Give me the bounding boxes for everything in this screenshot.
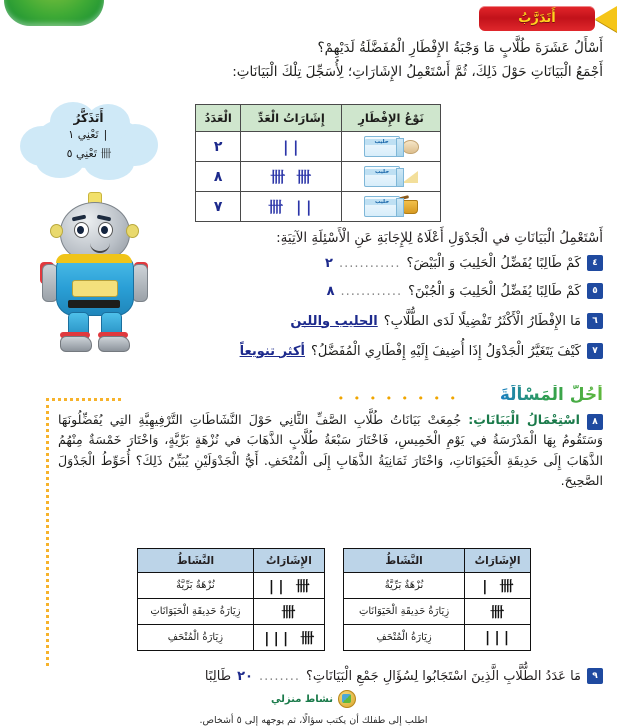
practice-banner-label: أَتَدَرَّبُ	[518, 11, 556, 26]
cell-tally: ||	[241, 132, 342, 162]
robot-ear-left	[50, 224, 63, 238]
cell-breakfast-icon	[342, 132, 441, 162]
cloud-line-1	[16, 128, 161, 141]
intro-line-1: أَسْأَلُ عَشَرَةَ طُلَّابٍ مَا وَجْبَةُ الإِفْطَارِ الْمُفَضَّلَةُ لَدَيْهِمْ؟	[317, 40, 603, 56]
problem-lead-label: اسْتِعْمَالُ الْبَيَانَاتِ:	[468, 412, 580, 427]
activity-table-left[interactable]	[137, 548, 325, 651]
arrow-left-icon	[595, 6, 617, 32]
question-item-4	[325, 255, 603, 271]
question-answer[interactable]: ٢٠	[237, 668, 253, 684]
robot-collar	[56, 254, 132, 263]
table-row	[344, 625, 531, 651]
honey-jar-icon	[402, 200, 418, 214]
question-item-9	[205, 668, 603, 684]
col-header-tally: الإِشَارَاتُ	[253, 549, 324, 573]
table-header-row	[196, 105, 441, 132]
use-data-instruction: أَسْتَعْمِلُ الْبَيَانَاتِ في الْجَدْوَلِ أَعْلَاهُ لِلإِجَابَةِ عَنِ الْأَسْئِلَةِ الآتِيَةِ:	[276, 230, 603, 246]
section-tab-badge	[4, 0, 104, 26]
table-row	[138, 573, 325, 599]
intro-line-2: أَجْمَعُ الْبَيَانَاتِ حَوْلَ ذَلِكَ، ثُمَّ أَسْتَعْمِلُ الإِشَارَاتِ؛ لِأُسَجِّلَ تِلْكَ الْبَيَانَاتِ:	[232, 64, 603, 80]
home-activity-text: اطلب إلى طفلك أن يكتب سؤالًا، ثم يوجهه إلى ٥ أشخاص.	[199, 715, 428, 726]
cell-tally: 卌 |	[465, 573, 531, 599]
milk-label: حليب	[365, 139, 399, 145]
table-header-row	[138, 549, 325, 573]
cell-breakfast-icon	[342, 192, 441, 222]
cheese-icon	[402, 171, 418, 183]
milk-carton-icon	[364, 196, 400, 217]
question-number-badge: ٨	[587, 414, 603, 430]
question-number-badge: ٩	[587, 668, 603, 684]
section-title-solve-problem: أَحُلُّ الْمَسْأَلَةَ	[499, 385, 603, 405]
table-header-row	[344, 549, 531, 573]
cell-activity: زِيَارَةُ حَدِيقَةِ الْحَيَوَانَاتِ	[344, 599, 465, 625]
robot-foot-left	[60, 336, 92, 352]
table-row	[196, 192, 441, 222]
cell-tally: 卌 |||	[253, 625, 324, 651]
milk-carton-icon	[364, 136, 400, 157]
robot-ear-right	[126, 224, 139, 238]
answer-dots: ............	[340, 283, 403, 299]
home-activity-header	[271, 690, 356, 708]
cell-tally: |||	[465, 625, 531, 651]
question-answer[interactable]: الحليب واللبن	[290, 313, 378, 329]
cloud-tally-five: 卌	[100, 147, 111, 160]
robot-pupil-left	[77, 226, 84, 234]
cell-count: ٧	[196, 192, 241, 222]
home-activity-footer	[0, 690, 627, 726]
egg-icon	[402, 140, 419, 154]
question-answer[interactable]: ٢	[325, 255, 333, 271]
robot-head	[60, 202, 130, 262]
question-item-6	[290, 313, 603, 329]
practice-banner	[479, 6, 615, 31]
table-row	[138, 599, 325, 625]
milk-label: حليب	[365, 169, 399, 175]
question-number-badge: ٦	[587, 313, 603, 329]
cloud-title: أَتَذَكَّرُ	[73, 111, 104, 125]
cloud-tally-one: |	[102, 128, 109, 141]
cell-activity: زِيَارَةُ الْمُتْحَفِ	[344, 625, 465, 651]
question-number-badge: ٧	[587, 343, 603, 359]
problem-8-paragraph	[58, 410, 603, 492]
question-text: مَا عَدَدُ الطُّلَّابِ الَّذِينَ اسْتَجَابُوا لِسُؤَالِ جَمْعِ الْبَيَانَاتِ؟	[306, 668, 581, 684]
cell-count: ٢	[196, 132, 241, 162]
section-title-dots: • • • • • • • •	[337, 392, 459, 405]
practice-banner-body	[479, 6, 595, 31]
problem-body-text: جُمِعَتْ بَيَانَاتُ طُلَّابِ الصَّفِّ الثَّانِي حَوْلَ النَّشَاطَاتِ التَّرْفِيهِيَّةِ التِي يُفَضِّلُونَهَا وَسَتَقُومُ بِهَا الْمَدْرَسَةُ في يَوْمِ الْخَمِيسِ، فَاخْتَارَ سَبْعَةُ طُلَّابٍ الذَّهَابَ في نُزْهَةٍ بَرِّيَّةٍ، وَاخْتَارَ خَمْسَةٌ مِنْهُمُ الذَّهَابَ إِلَى حَدِيقَةِ الْحَيَوَانَاتِ، وَاخْتَارَ ثَمَانِيَةُ الذَّهَابِ إِلَى الْمُتْحَفِ. أَيُّ الْجَدْوَلَيْنِ يُبَيِّنُ ذَلِكَ؟ أُحَوِّطُ الْجَدْوَلَ الصَّحِيحَ.	[58, 412, 603, 489]
cell-tally: 卌	[465, 599, 531, 625]
cloud-line-1-text: تَعْنِي ١	[68, 128, 99, 141]
remember-cloud	[16, 100, 161, 182]
cell-breakfast-icon	[342, 162, 441, 192]
col-header-activity: النَّشَاطُ	[138, 549, 254, 573]
col-header-activity: النَّشَاطُ	[344, 549, 465, 573]
robot-arm-right	[132, 264, 148, 302]
question-text: كَيْفَ يَتَغَيَّرُ الْجَدْوَلُ إِذَا أُضِيفَ إِلَيْهِ إِفْطَارِي الْمُفَضَّلُ؟	[310, 343, 581, 359]
cloud-line-2	[16, 145, 161, 161]
question-text: كَمْ طَالِبًا يُفَضِّلُ الْحَلِيبَ وَ الْبَيْضَ؟	[406, 255, 581, 271]
cell-activity: نُزْهَةٌ بَرِّيَّةٌ	[138, 573, 254, 599]
question-text: مَا الإِفْطَارُ الْأَكْثَرُ تَفْضِيلًا لَدَى الطُّلَّابِ؟	[383, 313, 581, 329]
cell-activity: زِيَارَةُ الْمُتْحَفِ	[138, 625, 254, 651]
robot-mascot-icon	[38, 192, 150, 357]
dotted-border-top	[46, 398, 121, 401]
cloud-line-2-text: تَعْنِي ٥	[66, 147, 97, 160]
question-item-5	[327, 283, 603, 299]
robot-pupil-right	[101, 226, 108, 234]
cell-activity: زِيَارَةُ حَدِيقَةِ الْحَيَوَانَاتِ	[138, 599, 254, 625]
breakfast-tally-table	[195, 104, 441, 222]
cell-tally: 卌 ||	[253, 573, 324, 599]
home-activity-title: نشاط منزلي	[271, 693, 333, 705]
cell-tally: 卌	[253, 599, 324, 625]
col-header-tally: إِشَارَاتُ الْعَدِّ	[241, 105, 342, 132]
robot-foot-right	[98, 336, 130, 352]
question-answer-suffix: طَالِبًا	[204, 668, 232, 684]
milk-carton-icon	[364, 166, 400, 187]
home-activity-icon	[338, 690, 356, 708]
cell-count: ٨	[196, 162, 241, 192]
dotted-border-left	[46, 398, 49, 666]
table-row	[196, 162, 441, 192]
col-header-type: نَوْعُ الإِفْطَارِ	[342, 105, 441, 132]
cell-tally: 卌 卌	[241, 162, 342, 192]
cloud-text	[16, 100, 161, 182]
question-answer[interactable]: أكثر تنويعاً	[239, 343, 305, 359]
question-number-badge: ٥	[587, 283, 603, 299]
activity-table-right[interactable]	[343, 548, 531, 651]
col-header-count: الْعَدَدُ	[196, 105, 241, 132]
robot-belt	[68, 300, 120, 308]
answer-dots: ............	[338, 255, 401, 271]
col-header-tally: الإِشَارَاتُ	[465, 549, 531, 573]
question-number-badge: ٤	[587, 255, 603, 271]
cell-activity: نُزْهَةٌ بَرِّيَّةٌ	[344, 573, 465, 599]
question-item-7	[240, 343, 603, 359]
robot-panel	[72, 280, 118, 297]
table-row	[344, 599, 531, 625]
cell-tally: || 卌	[241, 192, 342, 222]
table-row	[196, 132, 441, 162]
question-text: كَمْ طَالِبًا يُفَضِّلُ الْحَلِيبَ وَ الْجُبْنَ؟	[408, 283, 581, 299]
table-row	[344, 573, 531, 599]
milk-label: حليب	[365, 199, 399, 205]
table-row	[138, 625, 325, 651]
question-answer[interactable]: ٨	[326, 283, 335, 299]
answer-dots: ........	[258, 668, 300, 684]
